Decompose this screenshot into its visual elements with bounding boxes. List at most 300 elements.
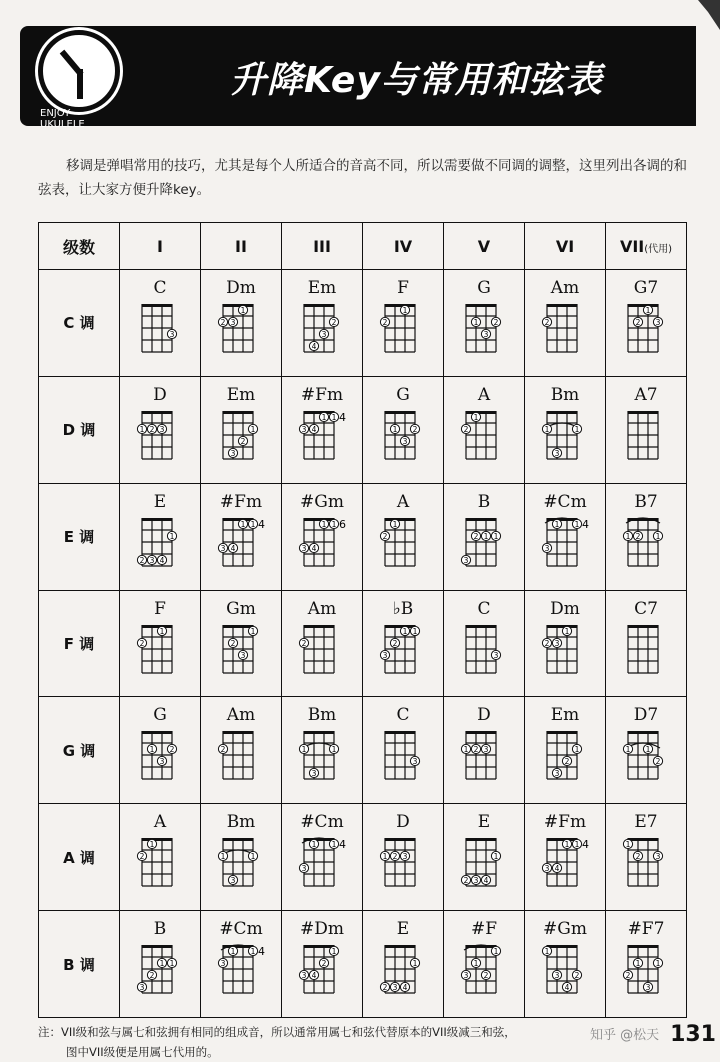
chord-diagram: [298, 407, 350, 471]
finger-dot: [471, 531, 480, 541]
finger-dot: [643, 745, 652, 755]
finger-number: 3: [382, 650, 388, 660]
finger-number: 3: [301, 864, 307, 874]
chord-nut: [466, 838, 496, 841]
chord-name: E7: [634, 812, 658, 833]
chord-box: [282, 804, 362, 907]
finger-number: 2: [574, 971, 580, 981]
chord-nut: [466, 411, 496, 414]
table-row: [39, 697, 687, 804]
finger-dot: [380, 531, 389, 541]
finger-dot: [542, 946, 551, 956]
chord-cell: [120, 804, 201, 911]
finger-dot: [329, 519, 338, 529]
chord-box: [201, 377, 281, 480]
chord-name: D: [477, 705, 491, 726]
finger-dot: [653, 531, 662, 541]
chord-box: [525, 484, 605, 587]
chord-box: [606, 804, 686, 907]
chord-diagram: [136, 727, 188, 791]
finger-number: 4: [159, 555, 165, 565]
finger-number: 2: [230, 638, 236, 648]
finger-number: 3: [139, 983, 145, 993]
finger-number: 1: [250, 424, 256, 434]
chord-name: D: [153, 384, 167, 405]
chord-name: C7: [634, 598, 658, 619]
chord-box: [444, 697, 524, 800]
finger-number: 3: [220, 543, 226, 553]
chord-nut: [385, 838, 415, 841]
chord-name: #F7: [627, 919, 665, 940]
finger-number: 3: [230, 318, 236, 327]
finger-number: 3: [463, 971, 469, 981]
finger-number: 2: [382, 531, 388, 541]
finger-dot: [390, 519, 399, 529]
finger-dot: [410, 757, 419, 767]
chord-name: Gm: [226, 598, 256, 619]
finger-dot: [491, 852, 500, 862]
chord-diagram: [217, 834, 269, 898]
finger-dot: [390, 852, 399, 862]
finger-number: 3: [230, 876, 236, 886]
fret-position-label: 4: [339, 410, 346, 424]
finger-dot: [633, 317, 642, 327]
chord-diagram: [379, 300, 431, 364]
chord-diagram: [136, 941, 188, 1005]
chord-diagram: [541, 834, 593, 898]
finger-number: 1: [159, 626, 165, 636]
chord-cell: [363, 590, 444, 697]
clock-hand-minute: [77, 69, 83, 99]
chord-diagram: [379, 514, 431, 578]
finger-number: 3: [463, 555, 469, 565]
finger-number: 3: [473, 876, 479, 886]
finger-number: 3: [240, 650, 246, 660]
finger-number: 1: [250, 947, 256, 957]
chord-nut: [142, 838, 172, 841]
finger-number: 1: [625, 745, 631, 755]
finger-number: 1: [473, 959, 479, 969]
chord-diagram: [622, 407, 674, 471]
finger-number: 1: [301, 745, 307, 755]
chord-name: #Gm: [300, 491, 344, 512]
finger-dot: [157, 626, 166, 636]
finger-dot: [410, 958, 419, 968]
chord-name: C: [396, 705, 410, 726]
chord-box: [525, 804, 605, 907]
finger-number: 1: [311, 840, 317, 850]
finger-dot: [380, 852, 389, 862]
finger-number: 3: [402, 436, 408, 446]
chord-diagram: [136, 621, 188, 685]
chord-diagram: [622, 834, 674, 898]
column-header-label: VI: [555, 236, 575, 256]
column-header-7: [606, 223, 687, 270]
chord-cell: [282, 804, 363, 911]
finger-dot: [248, 519, 257, 529]
finger-dot: [552, 970, 561, 980]
finger-dot: [137, 852, 146, 862]
chord-name: G7: [633, 278, 659, 298]
chord-cell: [282, 483, 363, 590]
chord-nut: [385, 625, 415, 628]
chord-box: [363, 591, 443, 694]
finger-number: 2: [139, 852, 145, 862]
finger-dot: [481, 876, 490, 886]
finger-number: 2: [392, 638, 398, 648]
column-header-label: III: [313, 236, 331, 256]
finger-dot: [238, 305, 247, 315]
chord-box: [525, 591, 605, 694]
finger-dot: [218, 958, 227, 968]
finger-number: 1: [392, 519, 398, 529]
chord-nut: [385, 518, 415, 521]
finger-number: 2: [564, 757, 570, 767]
chord-name: #F: [470, 919, 498, 940]
finger-dot: [309, 424, 318, 434]
chord-cell: [525, 270, 606, 377]
finger-number: 1: [402, 306, 408, 315]
finger-dot: [319, 412, 328, 422]
column-header-label: V: [477, 236, 491, 256]
finger-dot: [228, 448, 237, 458]
chord-nut: [628, 731, 658, 734]
chord-nut: [304, 518, 334, 521]
finger-number: 1: [331, 745, 337, 755]
chord-name: Em: [550, 705, 580, 726]
clock-icon: [38, 30, 120, 112]
finger-dot: [491, 531, 500, 541]
column-header-label: I: [157, 236, 163, 256]
finger-number: 1: [574, 840, 580, 850]
finger-dot: [542, 424, 551, 434]
chord-nut: [142, 411, 172, 414]
finger-number: 2: [635, 852, 641, 862]
chord-nut: [547, 731, 577, 734]
chord-cell: [525, 483, 606, 590]
finger-dot: [157, 424, 166, 434]
chord-diagram: [298, 621, 350, 685]
finger-number: 1: [544, 424, 550, 434]
finger-dot: [167, 329, 176, 339]
finger-dot: [299, 970, 308, 980]
finger-number: 1: [412, 626, 418, 636]
brand-line-1: ENJOY: [40, 108, 71, 119]
finger-dot: [653, 757, 662, 767]
key-label: G 调: [39, 697, 120, 804]
chord-name: Bm: [226, 812, 256, 833]
chord-diagram: [379, 621, 431, 685]
finger-dot: [390, 424, 399, 434]
chord-diagram: [298, 727, 350, 791]
finger-number: 1: [250, 519, 256, 529]
chord-box: [120, 484, 200, 587]
chord-nut: [223, 518, 253, 521]
intro-paragraph: 移调是弹唱常用的技巧，尤其是每个人所适合的音高不同，所以需要做不同调的调整，这里列出各调的和弦表，让大家方便升降key。: [38, 158, 687, 198]
finger-number: 2: [139, 638, 145, 648]
finger-number: 1: [240, 519, 246, 529]
finger-dot: [309, 341, 318, 351]
chord-nut: [628, 838, 658, 841]
fret-position-label: 4: [582, 517, 589, 531]
chord-diagram: [298, 834, 350, 898]
chord-name: D7: [633, 705, 659, 726]
chord-nut: [466, 518, 496, 521]
finger-dot: [410, 424, 419, 434]
finger-number: 3: [554, 971, 560, 981]
finger-dot: [238, 519, 247, 529]
finger-dot: [562, 757, 571, 767]
finger-number: 1: [169, 531, 175, 541]
chord-name: F: [397, 278, 409, 298]
finger-number: 2: [655, 757, 661, 767]
chord-box: [363, 697, 443, 800]
finger-dot: [228, 543, 237, 553]
finger-dot: [329, 412, 338, 422]
finger-dot: [390, 638, 399, 648]
finger-dot: [572, 745, 581, 755]
finger-dot: [400, 982, 409, 992]
chord-diagram: [379, 941, 431, 1005]
chord-diagram: [622, 727, 674, 791]
chord-name: Bm: [550, 384, 580, 405]
finger-dot: [157, 757, 166, 767]
finger-number: 3: [301, 971, 307, 981]
finger-dot: [167, 745, 176, 755]
finger-number: 2: [473, 531, 479, 541]
finger-dot: [542, 317, 551, 327]
chord-box: [363, 484, 443, 587]
finger-dot: [147, 424, 156, 434]
finger-number: 1: [321, 519, 327, 529]
chord-cell: [201, 270, 282, 377]
chord-nut: [547, 945, 577, 948]
finger-number: 3: [544, 543, 550, 553]
chord-cell: [444, 911, 525, 1018]
finger-dot: [390, 982, 399, 992]
chord-name: Am: [226, 705, 256, 726]
column-header-label: II: [235, 236, 247, 256]
finger-number: 3: [159, 757, 165, 767]
table-row: [39, 376, 687, 483]
finger-dot: [319, 329, 328, 339]
finger-dot: [137, 555, 146, 565]
finger-dot: [218, 317, 227, 327]
finger-number: 2: [473, 745, 479, 755]
finger-number: 2: [321, 959, 327, 969]
finger-dot: [248, 946, 257, 956]
finger-dot: [653, 852, 662, 862]
finger-dot: [562, 626, 571, 636]
chord-cell: [363, 483, 444, 590]
chord-box: [606, 697, 686, 800]
finger-dot: [623, 745, 632, 755]
chord-box: [120, 377, 200, 480]
chord-box: [444, 377, 524, 480]
chord-cell: [606, 376, 687, 483]
chord-nut: [466, 304, 496, 307]
chord-cell: [120, 376, 201, 483]
finger-number: 2: [412, 424, 418, 434]
finger-dot: [319, 958, 328, 968]
finger-number: 2: [220, 318, 226, 327]
finger-dot: [299, 745, 308, 755]
chord-box: [444, 804, 524, 907]
finger-dot: [552, 638, 561, 648]
finger-dot: [542, 864, 551, 874]
chord-name: F: [154, 598, 166, 619]
finger-dot: [491, 946, 500, 956]
chord-box: [201, 697, 281, 800]
finger-number: 3: [220, 959, 226, 969]
chord-cell: [444, 270, 525, 377]
chord-name: B: [477, 491, 491, 512]
footnote-line-2: 图中VII级便是用属七代用的。: [66, 1045, 219, 1059]
finger-number: 4: [311, 342, 317, 351]
chord-box: [525, 697, 605, 800]
column-header-3: [282, 223, 363, 270]
chord-diagram: [622, 514, 674, 578]
finger-number: 3: [554, 638, 560, 648]
finger-number: 3: [301, 424, 307, 434]
chord-nut: [385, 304, 415, 307]
finger-dot: [228, 638, 237, 648]
column-header-note: (代用): [644, 243, 673, 255]
finger-number: 1: [220, 852, 226, 862]
finger-dot: [552, 864, 561, 874]
finger-dot: [299, 864, 308, 874]
chord-name: Dm: [550, 598, 580, 619]
finger-number: 4: [564, 983, 570, 993]
finger-dot: [218, 745, 227, 755]
finger-number: 2: [169, 745, 175, 755]
finger-dot: [400, 436, 409, 446]
finger-dot: [329, 317, 338, 327]
finger-dot: [137, 424, 146, 434]
chord-box: [120, 697, 200, 800]
chord-name: Am: [550, 278, 580, 298]
key-label: E 调: [39, 483, 120, 590]
finger-number: 1: [655, 531, 661, 541]
chord-nut: [628, 411, 658, 414]
chord-box: [201, 484, 281, 587]
finger-number: 1: [463, 745, 469, 755]
finger-number: 1: [574, 519, 580, 529]
finger-dot: [238, 650, 247, 660]
table-body: [39, 270, 687, 1018]
chord-cell: [525, 376, 606, 483]
chord-cell: [282, 376, 363, 483]
chord-cell: [201, 590, 282, 697]
chord-cell: [201, 804, 282, 911]
chord-nut: [628, 304, 658, 307]
chord-cell: [444, 376, 525, 483]
chord-name: A: [153, 812, 167, 833]
chord-box: [120, 911, 200, 1014]
finger-number: 1: [250, 626, 256, 636]
chord-diagram: [460, 407, 512, 471]
finger-dot: [461, 555, 470, 565]
finger-number: 1: [159, 959, 165, 969]
chord-diagram: [217, 941, 269, 1005]
chord-box: [120, 591, 200, 694]
chord-cell: [444, 804, 525, 911]
finger-dot: [228, 317, 237, 327]
chord-diagram: [541, 621, 593, 685]
finger-number: 2: [382, 318, 388, 327]
finger-number: 1: [554, 519, 560, 529]
key-label: A 调: [39, 804, 120, 911]
finger-number: 1: [412, 959, 418, 969]
finger-dot: [481, 970, 490, 980]
chord-cell: [363, 270, 444, 377]
finger-number: 4: [402, 983, 408, 993]
finger-number: 1: [493, 947, 499, 957]
chord-diagram: [622, 300, 674, 364]
finger-dot: [147, 555, 156, 565]
chord-nut: [223, 838, 253, 841]
chord-name: #Cm: [300, 812, 344, 833]
table-row: [39, 590, 687, 697]
chord-cell: [120, 911, 201, 1018]
chord-box: [606, 911, 686, 1014]
chord-name: G: [153, 705, 167, 726]
column-header-5: [444, 223, 525, 270]
chord-box: [282, 697, 362, 800]
finger-dot: [491, 317, 500, 327]
finger-number: 1: [625, 840, 631, 850]
chord-name: Am: [307, 598, 337, 619]
chord-nut: [223, 625, 253, 628]
finger-number: 3: [655, 318, 661, 327]
finger-number: 4: [554, 864, 560, 874]
finger-number: 3: [149, 555, 155, 565]
finger-number: 1: [493, 531, 499, 541]
chord-box: [201, 591, 281, 694]
chord-name: E: [477, 812, 491, 833]
brand-label: [40, 108, 85, 130]
column-header-label: IV: [393, 236, 413, 256]
chord-cell: [363, 911, 444, 1018]
chord-diagram: [460, 514, 512, 578]
chord-nut: [385, 731, 415, 734]
fret-position-label: 4: [582, 838, 589, 852]
finger-number: 3: [230, 448, 236, 458]
chord-diagram: [217, 621, 269, 685]
finger-number: 4: [311, 971, 317, 981]
chord-cell: [525, 911, 606, 1018]
finger-number: 1: [645, 306, 651, 315]
chord-cell: [363, 376, 444, 483]
chord-nut: [142, 304, 172, 307]
key-label: D 调: [39, 376, 120, 483]
finger-dot: [552, 448, 561, 458]
finger-dot: [562, 982, 571, 992]
finger-number: 3: [392, 983, 398, 993]
chord-cell: [363, 697, 444, 804]
finger-dot: [461, 876, 470, 886]
chord-diagram: [541, 727, 593, 791]
chord-nut: [547, 838, 577, 841]
chord-name: A7: [634, 384, 658, 405]
finger-dot: [167, 531, 176, 541]
finger-number: 1: [625, 531, 631, 541]
finger-dot: [228, 946, 237, 956]
finger-number: 1: [635, 959, 641, 969]
chord-cell: [282, 270, 363, 377]
chord-name: E: [153, 491, 167, 512]
watermark: 知乎 @松天: [590, 1028, 660, 1043]
